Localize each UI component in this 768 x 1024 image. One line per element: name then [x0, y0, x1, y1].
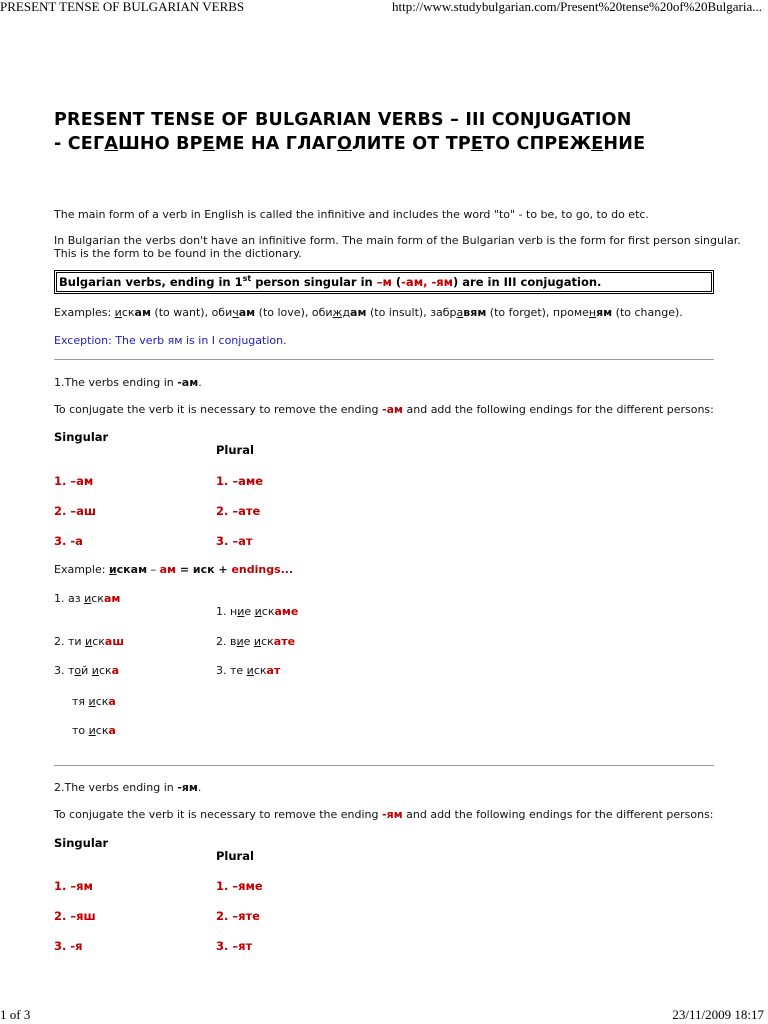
print-footer-timestamp: 23/11/2009 18:17: [672, 1007, 764, 1022]
section-divider-2: [54, 765, 714, 766]
form-plural-1: 1. ние искаме: [216, 605, 299, 618]
section2-singular-header: Singular: [54, 836, 109, 850]
section1-singular-header: Singular: [54, 430, 109, 444]
page-title-line2: - СЕГАШНО ВРЕМЕ НА ГЛАГОЛИТЕ ОТ ТРЕТО СПРЕЖЕНИЕ: [54, 134, 646, 154]
section2-plural-ending-1: 1. –яме: [216, 879, 263, 893]
form-singular-3-feminine: тя иска: [72, 695, 116, 708]
section2-plural-ending-2: 2. –яте: [216, 909, 260, 923]
print-footer-page-count: 1 of 3: [0, 1007, 31, 1022]
form-singular-2: 2. ти искаш: [54, 635, 125, 648]
section2-singular-ending-1: 1. –ям: [54, 879, 93, 893]
form-plural-2: 2. вие искате: [216, 635, 296, 648]
section1-instruction: To conjugate the verb it is necessary to remove the ending -ам and add the following endings for the different persons:: [54, 403, 714, 416]
form-singular-1: 1. аз искам: [54, 592, 121, 605]
section1-plural-header: Plural: [216, 443, 254, 457]
section1-heading: 1.The verbs ending in -ам.: [54, 376, 202, 389]
section1-plural-ending-1: 1. –аме: [216, 474, 264, 488]
section-divider-1: [54, 359, 714, 360]
section2-plural-header: Plural: [216, 849, 254, 863]
form-singular-3: 3. той иска: [54, 664, 120, 677]
section1-plural-ending-3: 3. –ат: [216, 534, 253, 548]
conjugation-rule-box: [54, 270, 714, 294]
conjugation-rule-text: Bulgarian verbs, ending in 1st person singular in –м (-ам, -ям) are in III conjugation.: [59, 274, 602, 289]
intro-paragraph-2-line1: In Bulgarian the verbs don't have an infinitive form. The main form of the Bulgarian verb is the form for first person singular.: [54, 234, 741, 247]
exception-note: Exception: The verb ям is in I conjugation.: [54, 334, 287, 347]
section1-singular-ending-3: 3. -а: [54, 534, 83, 548]
section1-singular-ending-1: 1. –ам: [54, 474, 94, 488]
form-singular-3-neuter: то иска: [72, 724, 116, 737]
intro-paragraph-1: The main form of a verb in English is called the infinitive and includes the word "to" - to be, to go, to do etc.: [54, 208, 649, 221]
section2-plural-ending-3: 3. –ят: [216, 939, 253, 953]
section2-heading: 2.The verbs ending in -ям.: [54, 781, 202, 794]
section2-instruction: To conjugate the verb it is necessary to remove the ending -ям and add the following endings for the different persons:: [54, 808, 714, 821]
form-plural-3: 3. те искат: [216, 664, 281, 677]
print-header-url: http://www.studybulgarian.com/Present%20tense%20of%20Bulgaria...: [392, 0, 762, 14]
print-header-title: PRESENT TENSE OF BULGARIAN VERBS: [0, 0, 245, 14]
intro-paragraph-2-line2: This is the form to be found in the dictionary.: [54, 247, 302, 260]
section1-plural-ending-2: 2. –ате: [216, 504, 261, 518]
page-title-line1: PRESENT TENSE OF BULGARIAN VERBS – III CONJUGATION: [54, 110, 632, 130]
section2-singular-ending-2: 2. –яш: [54, 909, 96, 923]
section2-singular-ending-3: 3. -я: [54, 939, 83, 953]
section1-example: Example: искам – ам = иск + endings...: [54, 563, 294, 576]
examples-line: Examples: искам (to want), обичам (to love), обиждам (to insult), забравям (to forget), променям (to change).: [54, 306, 683, 319]
section1-singular-ending-2: 2. –аш: [54, 504, 97, 518]
